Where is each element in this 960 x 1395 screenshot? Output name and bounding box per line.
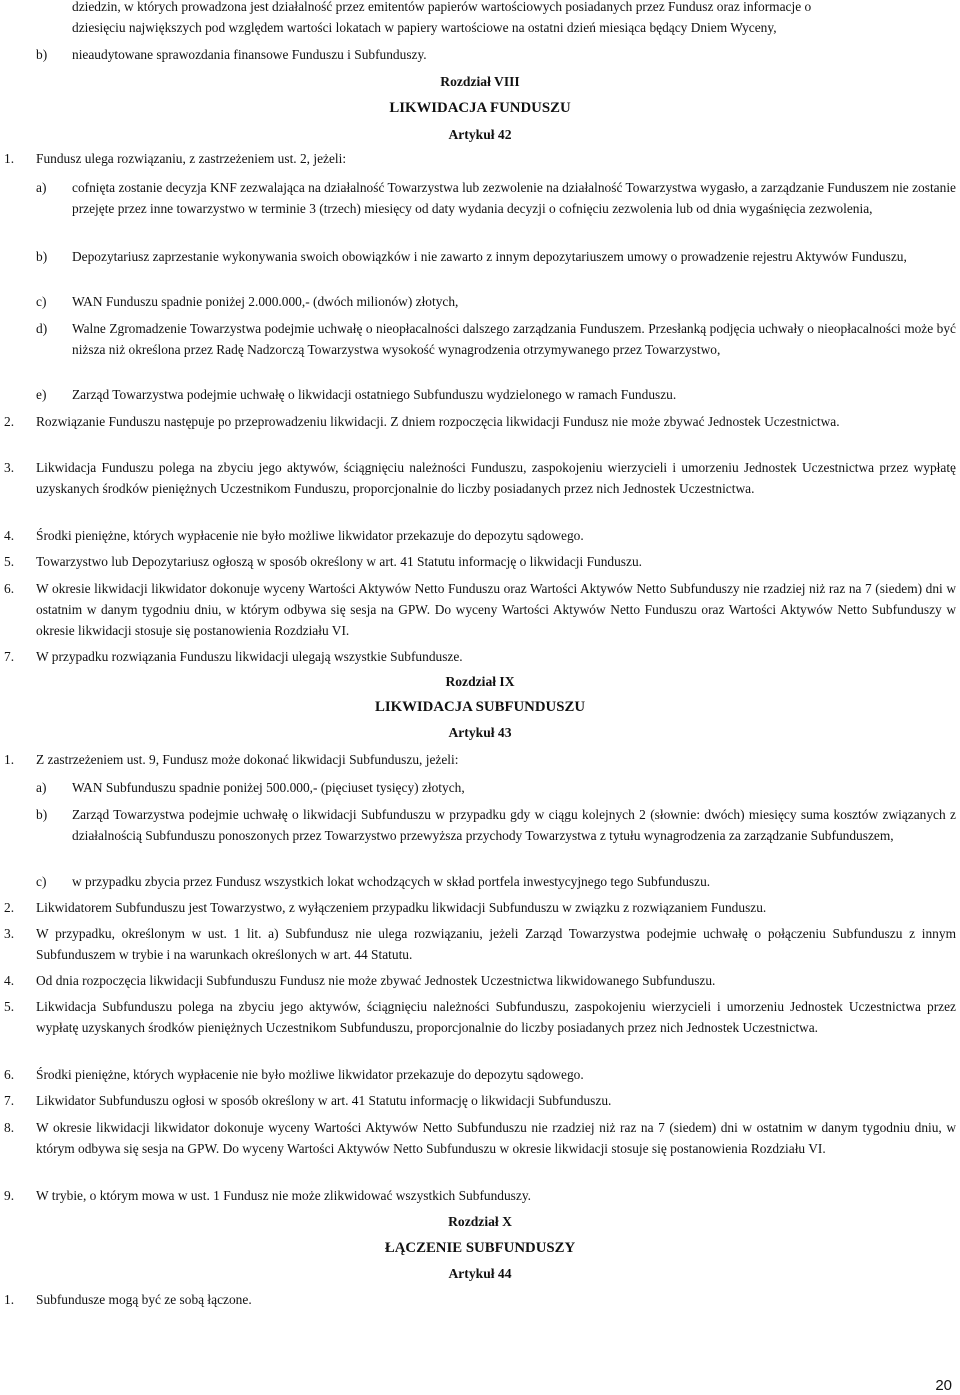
art43-b-text: Zarząd Towarzystwa podejmie uchwałę o likwidacji Subfunduszu w przypadku gdy w ciągu kolejnych 2 (słownie: dwóch) miesięcy suma kosztów związanych z działalnością Subfunduszu ponoszonych przez Towarzystwo przewyższa przychody Towarzystwa z tytułu wynagrodzenia za zarządzanie Subfunduszem, (72, 807, 956, 843)
art43-p2-number: 2. (4, 900, 15, 915)
art42-p6-number: 6. (4, 581, 15, 596)
art43-p4-text: Od dnia rozpoczęcia likwidacji Subfunduszu Fundusz nie może zbywać Jednostek Uczestnictwa likwidowanego Subfunduszu. (36, 973, 716, 988)
art42-p7-number: 7. (4, 649, 15, 664)
art42-p4-text: Środki pieniężne, których wypłacenie nie było możliwe likwidator przekazuje do depozytu sądowego. (36, 528, 584, 543)
intro-item-b-label: b) (36, 47, 48, 62)
art43-p3-number: 3. (4, 926, 15, 941)
art43-p5-number: 5. (4, 999, 15, 1014)
art43-p3-text: W przypadku, określonym w ust. 1 lit. a) Subfundusz nie ulega rozwiązaniu, jeżeli Zarząd Towarzystwa podejmie uchwałę o połączeniu Subfunduszu z innym Subfunduszem w trybie i na warunkach określonych w art. 44 Statutu. (36, 926, 956, 962)
art42-b-label: b) (36, 249, 48, 264)
art43-p8-text: W okresie likwidacji likwidator dokonuje wyceny Wartości Aktywów Netto Subfunduszu nie rzadziej niż raz na 7 (siedem) dni w ostatnim w danym tygodniu dniu, w którym odbywa się sesja na GPW. Do wyceny Wartości Aktywów Netto Subfunduszu w okresie likwidacji stosuje się postanowienia Rozdziału VI. (36, 1120, 956, 1156)
intro-item-b-text: nieaudytowane sprawozdania finansowe Funduszu i Subfunduszy. (72, 47, 427, 62)
art43-c-label: c) (36, 874, 47, 889)
article-43-heading: Artykuł 43 (448, 725, 512, 740)
art42-p5-text: Towarzystwo lub Depozytariusz ogłoszą w sposób określony w art. 41 Statutu informację o likwidacji Funduszu. (36, 554, 642, 569)
art43-p6-number: 6. (4, 1067, 15, 1082)
art43-p7-number: 7. (4, 1093, 15, 1108)
art42-e-text: Zarząd Towarzystwa podejmie uchwałę o likwidacji ostatniego Subfunduszu wydzielonego w ramach Funduszu. (72, 387, 677, 402)
chapter-8-title: LIKWIDACJA FUNDUSZU (389, 100, 571, 116)
art43-p1-number: 1. (4, 752, 15, 767)
art42-d-text: Walne Zgromadzenie Towarzystwa podejmie uchwałę o nieopłacalności dalszego zarządzania Funduszem. Przesłanką podjęcia uchwały o nieopłacalności może być niższa niż określona przez Radę Nadzorczą Towarzystwa wysokość wynagrodzenia otrzymywanego przez Towarzystwo, (72, 321, 956, 357)
art42-a-label: a) (36, 180, 47, 195)
intro-line-1: dziedzin, w których prowadzona jest działalność przez emitentów papierów wartościowych posiadanych przez Fundusz oraz informacje o (72, 0, 812, 14)
art43-a-text: WAN Subfunduszu spadnie poniżej 500.000,- (pięciuset tysięcy) złotych, (72, 780, 465, 795)
art42-e-label: e) (36, 387, 47, 402)
chapter-9-title: LIKWIDACJA SUBFUNDUSZU (374, 699, 586, 715)
art44-p1-number: 1. (4, 1292, 15, 1307)
art43-p2-text: Likwidatorem Subfunduszu jest Towarzystwo, z wyłączeniem przypadku likwidacji Subfunduszu w związku z rozwiązaniem Funduszu. (36, 900, 767, 915)
art42-c-label: c) (36, 294, 47, 309)
art43-p5-text: Likwidacja Subfunduszu polega na zbyciu jego aktywów, ściągnięciu należności Subfunduszu, zaspokojeniu wierzycieli i umorzeniu Jednostek Uczestnictwa przez wypłatę uzyskanych środków pieniężnych Uczestnikom Subfunduszu, proporcjonalnie do liczby posiadanych przez nich Jednostek Uczestnictwa. (36, 999, 956, 1035)
intro-line-2: dziesięciu największych pod względem wartości lokatach w papiery wartościowe na ostatni dzień miesiąca będący Dniem Wyceny, (72, 20, 777, 35)
art42-p1-text: Fundusz ulega rozwiązaniu, z zastrzeżeniem ust. 2, jeżeli: (36, 151, 347, 166)
art43-p6-text: Środki pieniężne, których wypłacenie nie było możliwe likwidator przekazuje do depozytu sądowego. (36, 1067, 584, 1082)
art42-p4-number: 4. (4, 528, 15, 543)
art43-p1-text: Z zastrzeżeniem ust. 9, Fundusz może dokonać likwidacji Subfunduszu, jeżeli: (36, 752, 459, 767)
art43-a-label: a) (36, 780, 47, 795)
art42-p2-number: 2. (4, 414, 15, 429)
chapter-9-heading: Rozdział IX (445, 674, 515, 689)
art42-p7-text: W przypadku rozwiązania Funduszu likwidacji ulegają wszystkie Subfundusze. (36, 649, 463, 664)
art43-p9-number: 9. (4, 1188, 15, 1203)
art42-p3-text: Likwidacja Funduszu polega na zbyciu jego aktywów, ściągnięciu należności Funduszu, zaspokojeniu wierzycieli i umorzeniu Jednostek Uczestnictwa przez wypłatę uzyskanych środków pieniężnych Uczestnikom Funduszu, proporcjonalnie do liczby posiadanych przez nich Jednostek Uczestnictwa. (36, 460, 956, 496)
art42-b-text: Depozytariusz zaprzestanie wykonywania swoich obowiązków i nie zawarto z innym depozytariuszem umowy o prowadzenie rejestru Aktywów Funduszu, (72, 249, 907, 264)
art43-c-text: w przypadku zbycia przez Fundusz wszystkich lokat wchodzących w skład portfela inwestycyjnego tego Subfunduszu. (72, 874, 711, 889)
article-44-heading: Artykuł 44 (448, 1266, 512, 1281)
art43-p4-number: 4. (4, 973, 15, 988)
chapter-8-heading: Rozdział VIII (440, 74, 520, 89)
page-number: 20 (935, 1377, 952, 1394)
chapter-10-heading: Rozdział X (448, 1214, 512, 1229)
art43-p9-text: W trybie, o którym mowa w ust. 1 Fundusz nie może zlikwidować wszystkich Subfunduszy. (36, 1188, 532, 1203)
art42-a-text: cofnięta zostanie decyzja KNF zezwalająca na działalność Towarzystwa lub zezwolenie na działalność Towarzystwa wygasło, a zarządzanie Funduszem nie zostanie przejęte przez inne towarzystwo w terminie 3 (trzech) miesięcy od daty wydania decyzji o cofnięciu zezwolenia lub od dnia wygaśnięcia zezwolenia, (72, 180, 956, 216)
art42-p6-text: W okresie likwidacji likwidator dokonuje wyceny Wartości Aktywów Netto Funduszu oraz Wartości Aktywów Netto Subfunduszy nie rzadziej niż raz na 7 (siedem) dni w ostatnim w danym tygodniu dniu, w którym odbywa się sesja na GPW. Do wyceny Wartości Aktywów Netto Funduszu oraz Wartości Aktywów Netto Subfunduszy w okresie likwidacji stosuje się postanowienia Rozdziału VI. (36, 581, 956, 638)
art44-p1-text: Subfundusze mogą być ze sobą łączone. (36, 1292, 252, 1307)
art43-b-label: b) (36, 807, 48, 822)
art42-c-text: WAN Funduszu spadnie poniżej 2.000.000,- (dwóch milionów) złotych, (72, 294, 459, 309)
chapter-10-title: ŁĄCZENIE SUBFUNDUSZY (384, 1240, 576, 1256)
art42-p2-text: Rozwiązanie Funduszu następuje po przeprowadzeniu likwidacji. Z dniem rozpoczęcia likwidacji Fundusz nie może zbywać Jednostek Uczestnictwa. (36, 414, 840, 429)
art43-p8-number: 8. (4, 1120, 15, 1135)
article-42-heading: Artykuł 42 (448, 127, 512, 142)
art43-p7-text: Likwidator Subfunduszu ogłosi w sposób określony w art. 41 Statutu informację o likwidacji Subfunduszu. (36, 1093, 612, 1108)
art42-p3-number: 3. (4, 460, 15, 475)
art42-d-label: d) (36, 321, 48, 336)
art42-p1-number: 1. (4, 151, 15, 166)
art42-p5-number: 5. (4, 554, 15, 569)
